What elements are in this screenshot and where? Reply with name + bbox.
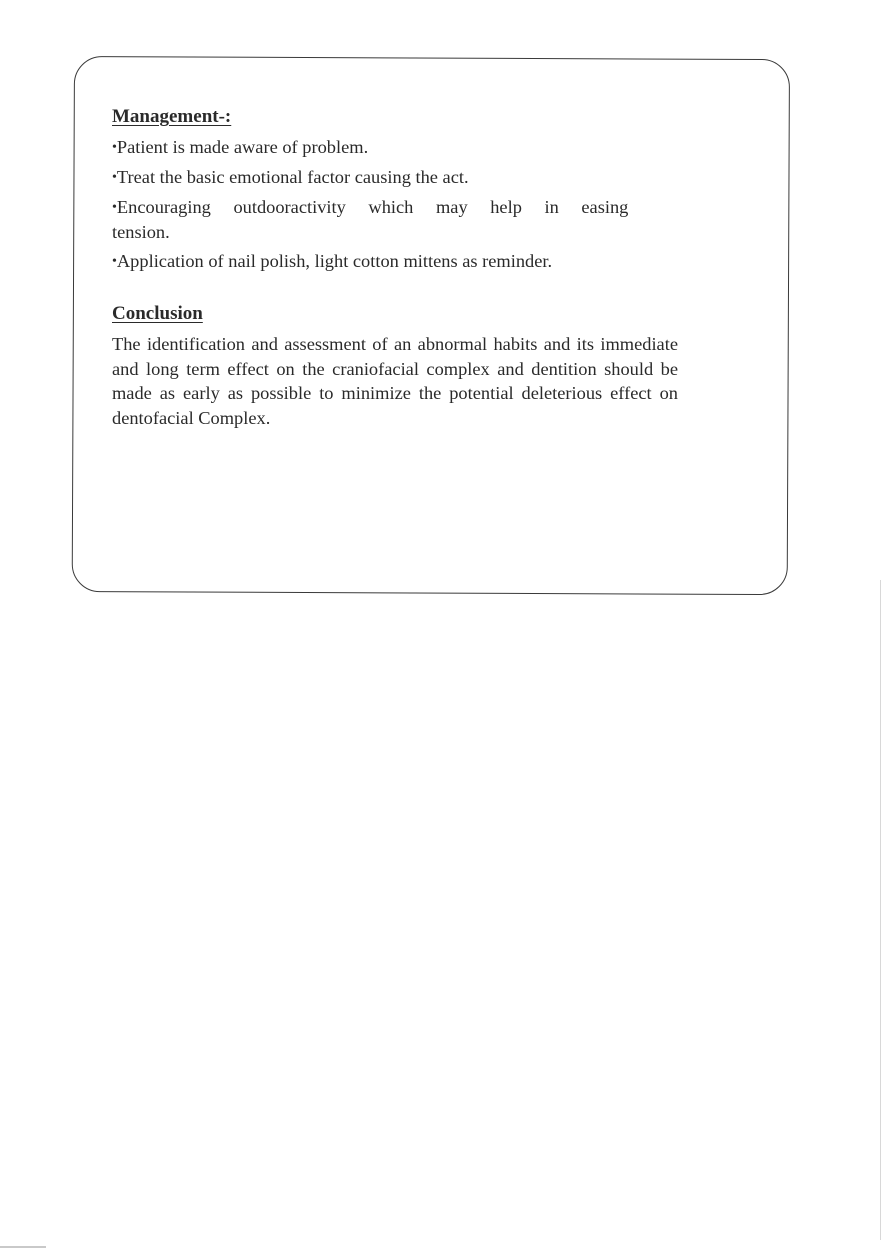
bullet-dot: • [112,170,117,185]
conclusion-heading: Conclusion [112,303,203,324]
section-spacer [112,279,678,301]
scan-foot-mark [0,1246,46,1248]
management-item: •Application of nail polish, light cotton mittens as reminder. [112,249,678,274]
bullet-dot: • [112,254,117,269]
management-item: •Encouraging outdooractivity which may help in easing tension. [112,197,629,242]
bullet-dot: • [112,140,117,155]
management-item: •Treat the basic emotional factor causing the act. [112,165,678,190]
bullet-dot: • [112,200,117,215]
page-content [112,104,678,430]
conclusion-paragraph: The identification and assessment of an abnormal habits and its immediate and long term effect on the craniofacial complex and dentition should be made as early as possible to minimize the potential deleterious effect on dentofacial Complex. [112,334,678,428]
management-heading: Management-: [112,106,232,127]
scan-edge-line [880,580,881,1240]
management-item: •Patient is made aware of problem. [112,135,678,160]
